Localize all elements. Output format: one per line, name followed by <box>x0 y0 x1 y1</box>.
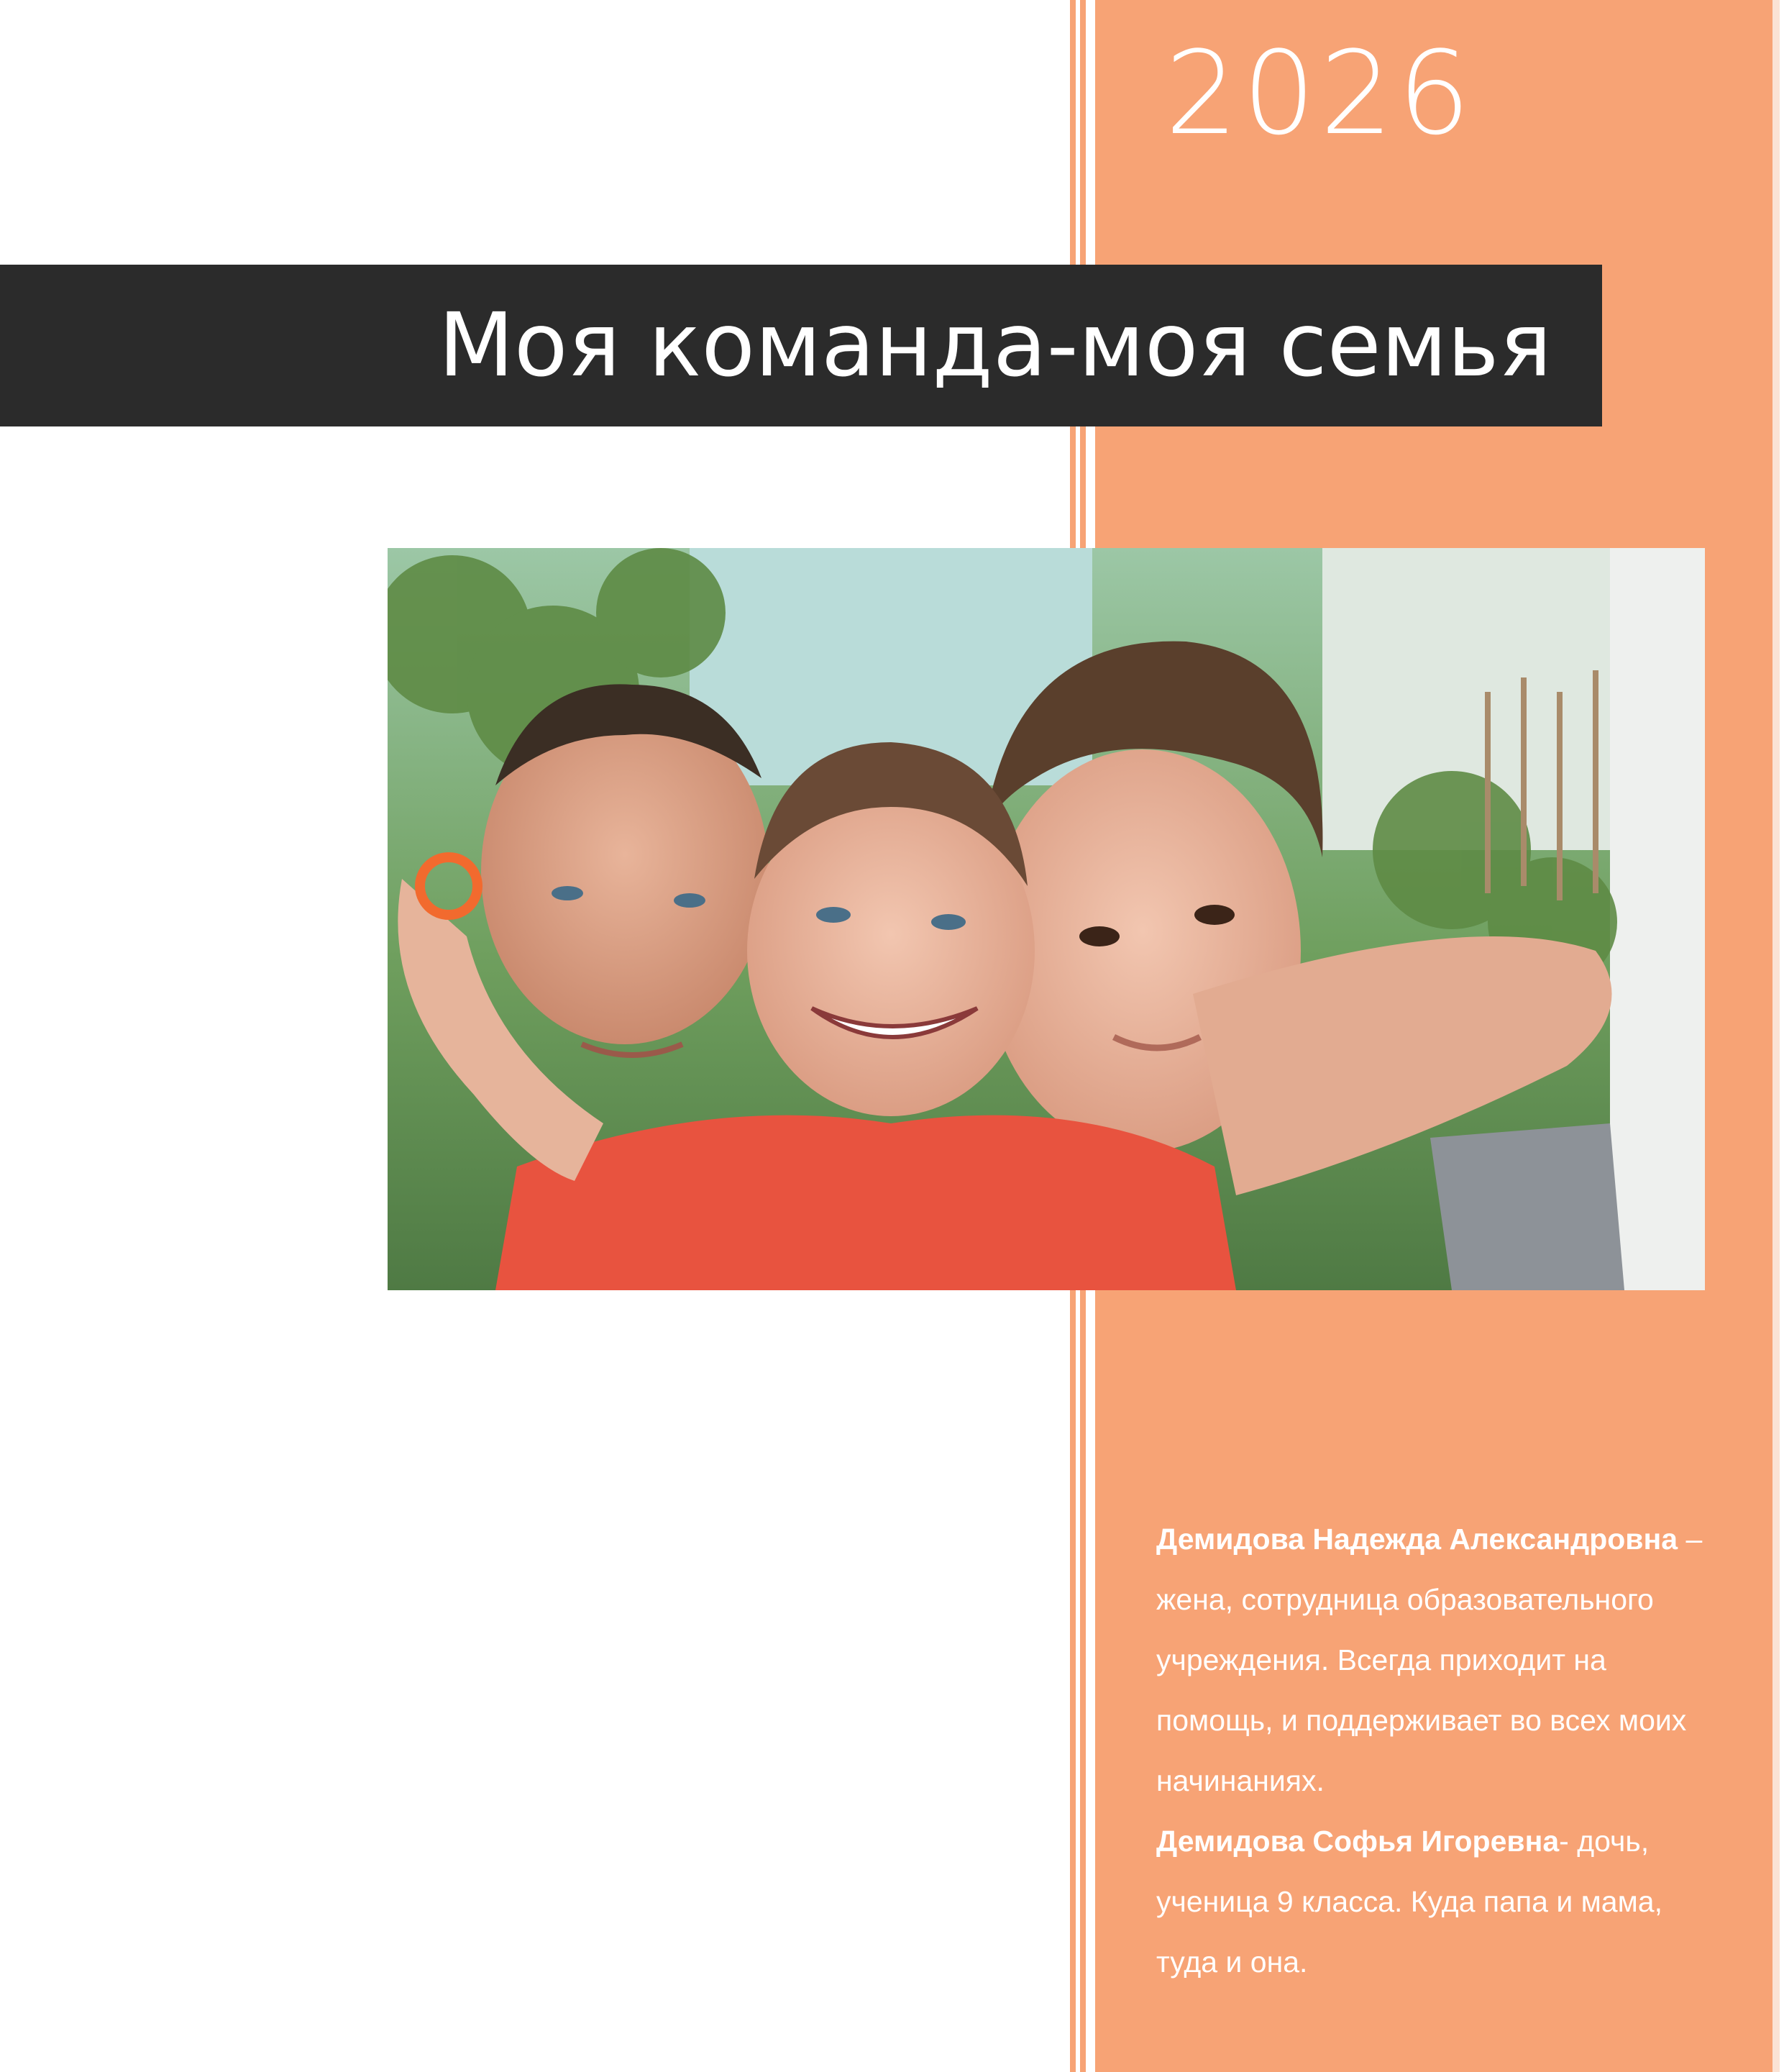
member-description: дочь, ученица 9 класса. Куда папа и мама, туда и она. <box>1156 1825 1662 1979</box>
member-separator: - <box>1559 1825 1569 1858</box>
family-photo <box>388 548 1705 1290</box>
member-description: жена, сотрудница образовательного учреждения. Всегда приходит на помощь, и поддерживает во всех моих начинаниях. <box>1156 1583 1687 1797</box>
title-band <box>0 265 1602 426</box>
cover-title: Моя команда-моя семья <box>438 294 1552 396</box>
member-name: Демидова Надежда Александровна <box>1156 1523 1678 1556</box>
sidebar-edge <box>1772 0 1780 2072</box>
member-paragraph <box>1156 1811 1717 1992</box>
member-separator: – <box>1678 1523 1703 1556</box>
member-name: Демидова Софья Игоревна <box>1156 1825 1560 1858</box>
member-paragraph <box>1156 1509 1717 1811</box>
cover-year: 2026 <box>1165 26 1476 160</box>
family-description <box>1156 1509 1717 1992</box>
